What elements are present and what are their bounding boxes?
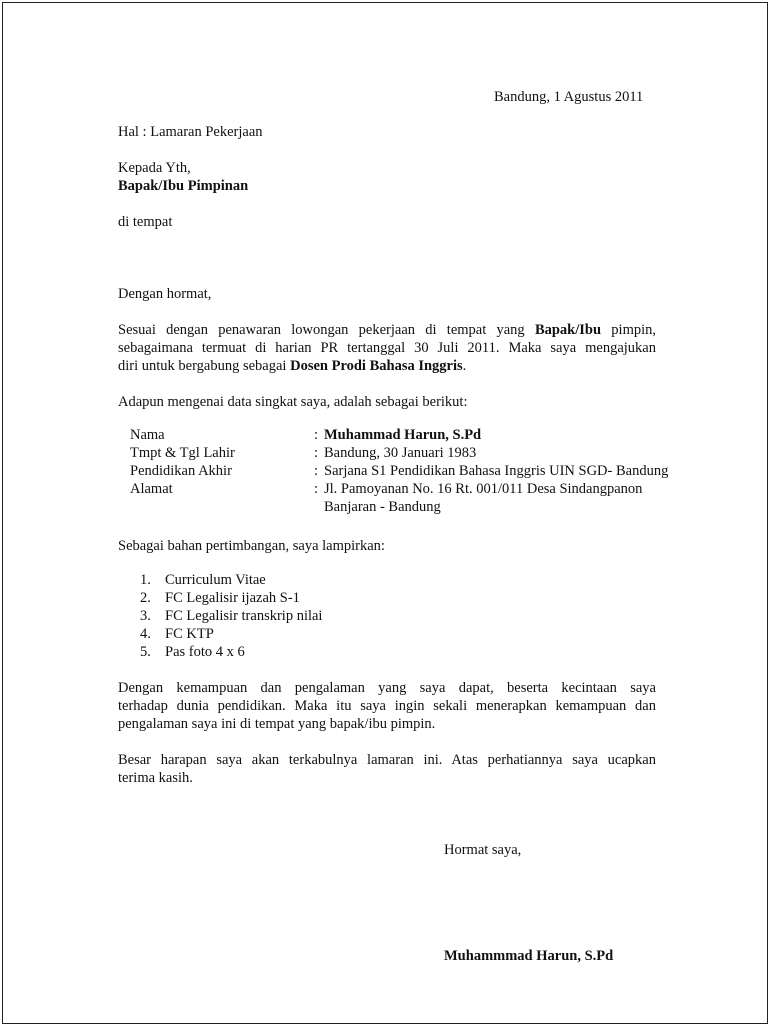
paragraph-application-line-3: diri untuk bergabung sebagai Dosen Prodi Bahasa Inggris. xyxy=(118,358,467,374)
paragraph-abilities-line-3: pengalaman saya ini di tempat yang bapak/ibu pimpin. xyxy=(118,716,436,732)
list-number: 5. xyxy=(140,644,151,660)
data-value: Jl. Pamoyanan No. 16 Rt. 001/011 Desa Sindangpanon xyxy=(324,481,643,497)
data-value: Bandung, 30 Januari 1983 xyxy=(324,445,477,461)
list-text: Pas foto 4 x 6 xyxy=(165,644,245,660)
letter-date: Bandung, 1 Agustus 2011 xyxy=(494,89,644,105)
data-value: Sarjana S1 Pendidikan Bahasa Inggris UIN SGD- Bandung xyxy=(324,463,669,479)
data-label: Alamat xyxy=(130,481,173,497)
closing-greeting: Hormat saya, xyxy=(444,842,522,858)
list-text: FC KTP xyxy=(165,626,214,642)
data-colon: : xyxy=(314,427,319,443)
data-colon: : xyxy=(314,481,319,497)
recipient-place: di tempat xyxy=(118,214,173,230)
paragraph-abilities-line-2: terhadap dunia pendidikan. Maka itu saya ingin sekali menerapkan kemampuan dan xyxy=(118,698,656,714)
paragraph-closing-line-2: terima kasih. xyxy=(118,770,193,786)
data-colon: : xyxy=(314,463,319,479)
data-colon: : xyxy=(314,445,319,461)
list-text: Curriculum Vitae xyxy=(165,572,266,588)
paragraph-abilities-line-1: Dengan kemampuan dan pengalaman yang saya dapat, beserta kecintaan saya xyxy=(118,680,656,696)
list-number: 4. xyxy=(140,626,151,642)
recipient-name: Bapak/Ibu Pimpinan xyxy=(118,178,249,194)
data-label: Pendidikan Akhir xyxy=(130,463,232,479)
paragraph-abilities xyxy=(118,679,656,733)
list-text: FC Legalisir ijazah S-1 xyxy=(165,590,300,606)
paragraph-closing xyxy=(118,751,656,787)
list-text: FC Legalisir transkrip nilai xyxy=(165,608,323,624)
letter-subject: Hal : Lamaran Pekerjaan xyxy=(118,124,263,140)
paragraph-application xyxy=(118,321,656,375)
salutation: Dengan hormat, xyxy=(118,286,212,302)
data-label: Tmpt & Tgl Lahir xyxy=(130,445,235,461)
data-value: Muhammad Harun, S.Pd xyxy=(324,427,482,443)
list-number: 1. xyxy=(140,572,151,588)
list-number: 3. xyxy=(140,608,151,624)
paragraph-closing-line-1: Besar harapan saya akan terkabulnya lamaran ini. Atas perhatiannya saya ucapkan xyxy=(118,752,656,768)
data-label: Nama xyxy=(130,427,165,443)
address-continuation: Banjaran - Bandung xyxy=(324,499,441,515)
list-number: 2. xyxy=(140,590,151,606)
paragraph-application-line-2: sebagaimana termuat di harian PR tertanggal 30 Juli 2011. Maka saya mengajukan xyxy=(118,340,656,356)
data-intro: Adapun mengenai data singkat saya, adalah sebagai berikut: xyxy=(118,394,468,410)
attachments-intro: Sebagai bahan pertimbangan, saya lampirkan: xyxy=(118,538,385,554)
recipient-greeting: Kepada Yth, xyxy=(118,160,191,176)
paragraph-application-line-1: Sesuai dengan penawaran lowongan pekerjaan di tempat yang Bapak/Ibu pimpin, xyxy=(118,322,657,338)
signature-name: Muhammmad Harun, S.Pd xyxy=(444,948,614,964)
